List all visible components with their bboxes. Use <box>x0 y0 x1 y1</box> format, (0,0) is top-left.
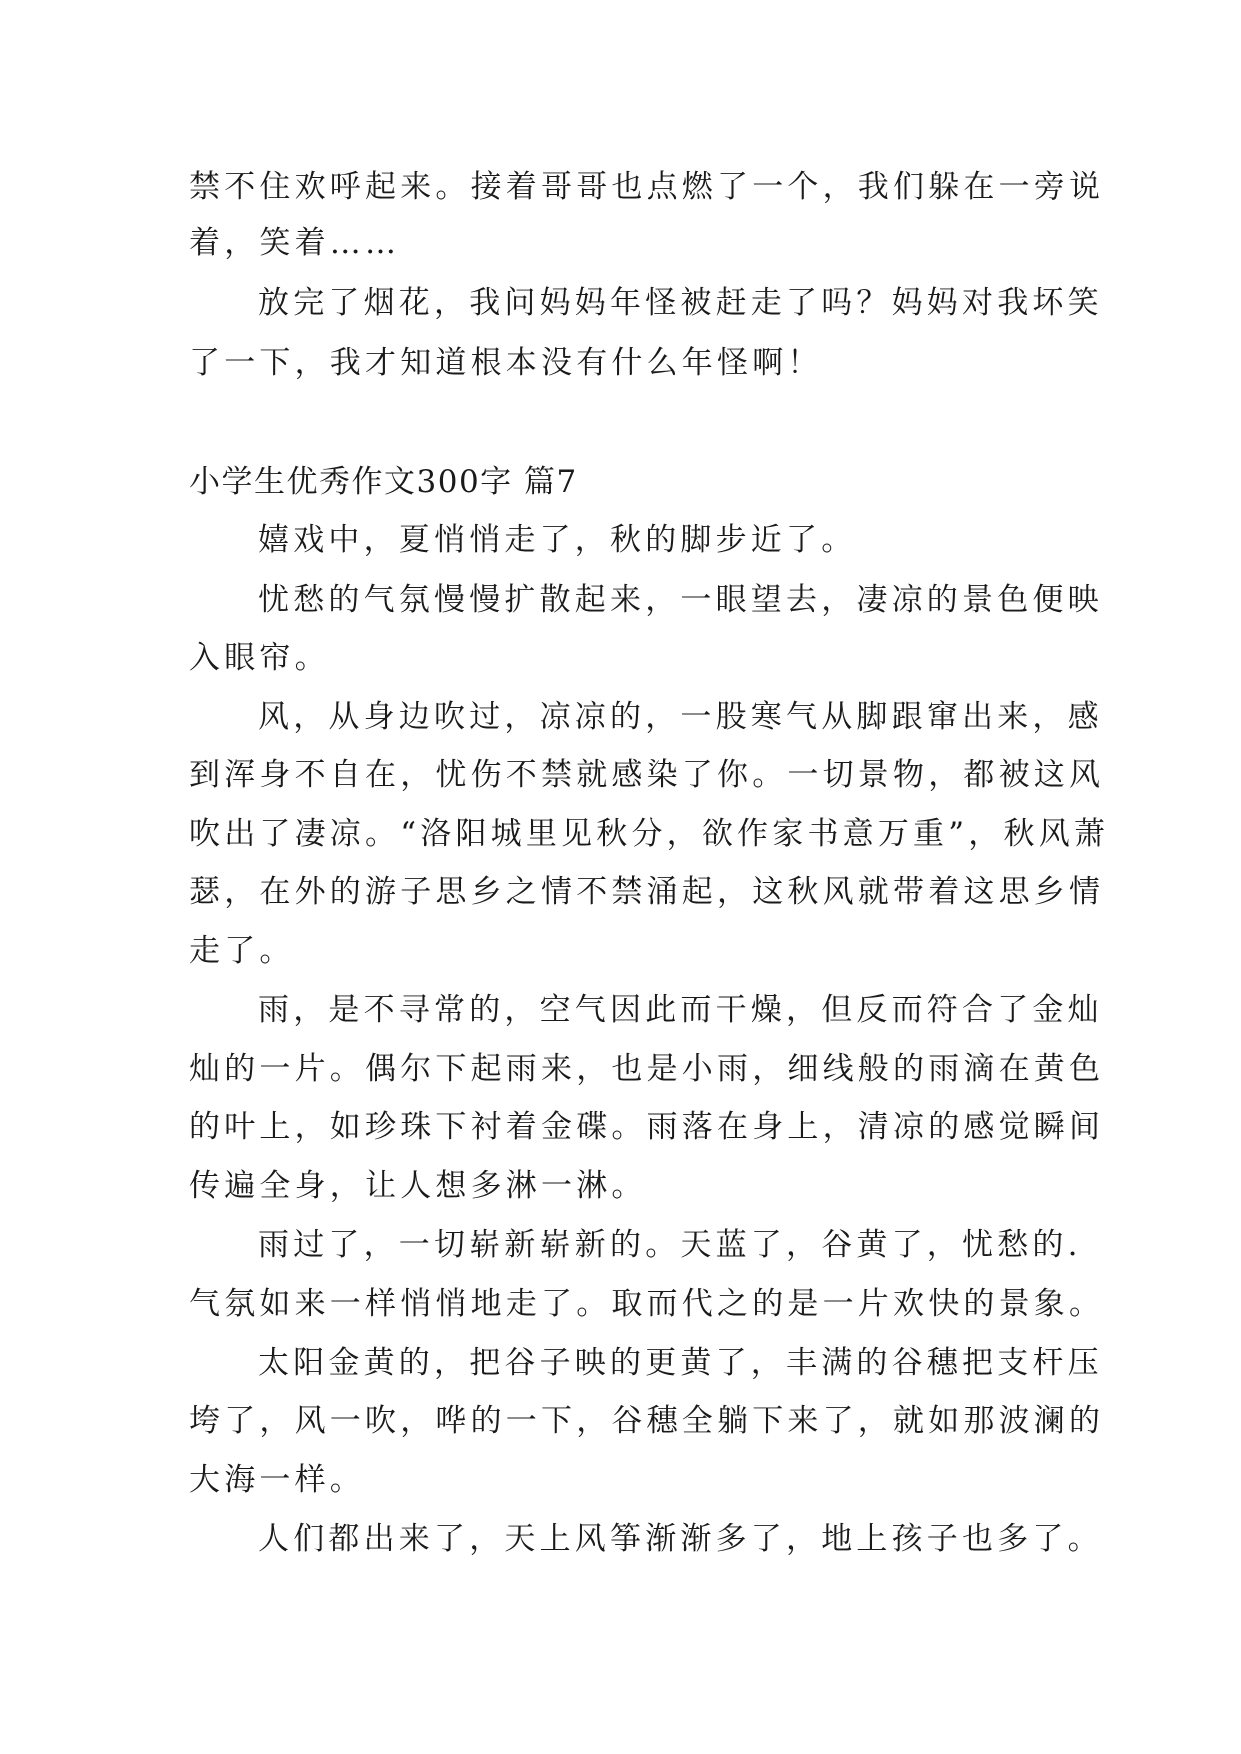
text-line: 瑟，在外的游子思乡之情不禁涌起，这秋风就带着这思乡情 <box>189 874 1105 910</box>
text-line: 大海一样。 <box>189 1462 365 1498</box>
text-line: 到浑身不自在，忧伤不禁就感染了你。一切景物，都被这风 <box>189 757 1105 793</box>
text-line: 着，笑着…… <box>189 225 401 261</box>
text-line: 垮了，风一吹，哗的一下，谷穗全躺下来了，就如那波澜的 <box>189 1403 1105 1439</box>
text-line: 传遍全身，让人想多淋一淋。 <box>189 1168 647 1204</box>
text-line: 入眼帘。 <box>189 640 330 676</box>
text-line: 走了。 <box>189 933 295 969</box>
text-line: 的叶上，如珍珠下衬着金碟。雨落在身上，清凉的感觉瞬间 <box>189 1109 1105 1145</box>
paragraph-line: 忧愁的气氛慢慢扩散起来，一眼望去，凄凉的景色便映 <box>258 582 1103 618</box>
text-line: 气氛如来一样悄悄地走了。取而代之的是一片欢快的景象。 <box>189 1286 1105 1322</box>
paragraph-line: 雨，是不寻常的，空气因此而干燥，但反而符合了金灿 <box>258 992 1103 1028</box>
paragraph-line: 放完了烟花，我问妈妈年怪被赶走了吗？妈妈对我坏笑 <box>258 285 1103 321</box>
paragraph-line: 风，从身边吹过，凉凉的，一股寒气从脚跟窜出来，感 <box>258 699 1103 735</box>
paragraph-line: 嬉戏中，夏悄悄走了，秋的脚步近了。 <box>258 522 857 558</box>
paragraph-line: 太阳金黄的，把谷子映的更黄了，丰满的谷穗把支杆压 <box>258 1345 1103 1381</box>
text-line: 禁不住欢呼起来。接着哥哥也点燃了一个，我们躲在一旁说 <box>189 169 1105 205</box>
paragraph-line: 人们都出来了，天上风筝渐渐多了，地上孩子也多了。 <box>258 1521 1103 1557</box>
text-line: 了一下，我才知道根本没有什么年怪啊！ <box>189 345 823 381</box>
text-line: 灿的一片。偶尔下起雨来，也是小雨，细线般的雨滴在黄色 <box>189 1051 1105 1087</box>
paragraph-line: 雨过了，一切崭新崭新的。天蓝了，谷黄了，忧愁的. <box>258 1227 1082 1263</box>
text-line: 吹出了凄凉。“洛阳城里见秋分，欲作家书意万重”，秋风萧 <box>189 816 1110 852</box>
section-heading: 小学生优秀作文300字 篇7 <box>189 464 578 500</box>
